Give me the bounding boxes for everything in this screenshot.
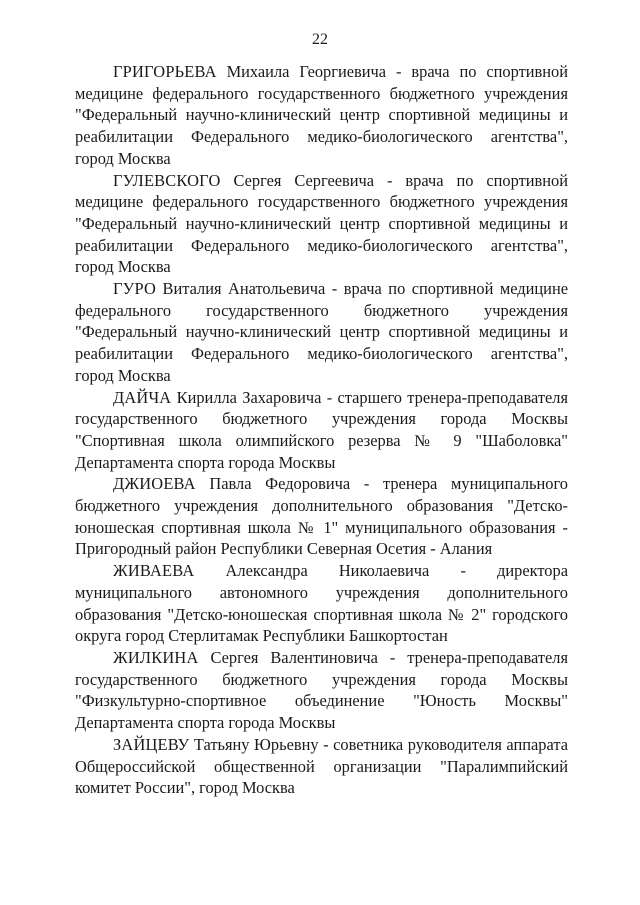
entry-surname: ЖИЛКИНА bbox=[113, 647, 199, 667]
list-item bbox=[75, 647, 568, 734]
entry-text: Татьяну Юрьевну - советника руководителя аппарата Общероссийской общественной организации "Паралимпийский комитет России", город Москва bbox=[75, 734, 568, 798]
list-item bbox=[75, 170, 568, 279]
entry-surname: ГРИГОРЬЕВА bbox=[113, 62, 217, 81]
list-item bbox=[75, 278, 568, 387]
award-list bbox=[75, 61, 568, 799]
entry-surname: ЖИВАЕВА bbox=[113, 561, 195, 581]
entry-text: Виталия Анатольевича - врача по спортивной медицине федерального государственного бюджетного учреждения "Федеральный научно-клинический центр спортивной медицины и реабилитации Федерального медико-биологического агентства", город Москва bbox=[75, 279, 568, 385]
list-item bbox=[75, 560, 568, 647]
entry-text: Сергея Сергеевича - врача по спортивной медицине федерального государственного бюджетного учреждения "Федеральный научно-клинический центр спортивной медицины и реабилитации Федерального медико-биологического агентства", город Москва bbox=[75, 170, 568, 277]
entry-surname: ГУРО bbox=[113, 279, 157, 299]
entry-text: Павла Федоровича - тренера муниципального бюджетного учреждения дополнительного образования "Детско-юношеская спортивная школа № 1" муниципального образования - Пригородный район Республики Северная Осетия - Алания bbox=[75, 474, 568, 559]
entry-text: Кирилла Захаровича - старшего тренера-преподавателя государственного бюджетного учреждения города Москвы "Спортивная школа олимпийского резерва № 9 "Шаболовка" Департамента спорта города Москвы bbox=[75, 387, 568, 472]
entry-surname: ЗАЙЦЕВУ bbox=[113, 734, 190, 754]
entry-text: Александра Николаевича - директора муниципального автономного учреждения дополнительного образования "Детско-юношеская спортивная школа № 2" городского округа город Стерлитамак Республики Башкортостан bbox=[75, 561, 568, 646]
list-item bbox=[75, 61, 568, 170]
entry-surname: ГУЛЕВСКОГО bbox=[113, 170, 221, 190]
page-number: 22 bbox=[312, 31, 328, 48]
entry-text: Михаила Георгиевича - врача по спортивной медицине федерального государственного бюджетного учреждения "Федеральный научно-клинический центр спортивной медицины и реабилитации Федерального медико-биологического агентства", город Москва bbox=[75, 62, 568, 168]
entry-text: Сергея Валентиновича - тренера-преподавателя государственного бюджетного учреждения города Москвы "Физкультурно-спортивное объединение "Юность Москвы" Департамента спорта города Москвы bbox=[75, 647, 568, 733]
list-item bbox=[75, 734, 568, 799]
list-item bbox=[75, 473, 568, 560]
entry-surname: ДЖИОЕВА bbox=[113, 474, 196, 494]
entry-surname: ДАЙЧА bbox=[113, 387, 172, 407]
list-item bbox=[75, 387, 568, 474]
